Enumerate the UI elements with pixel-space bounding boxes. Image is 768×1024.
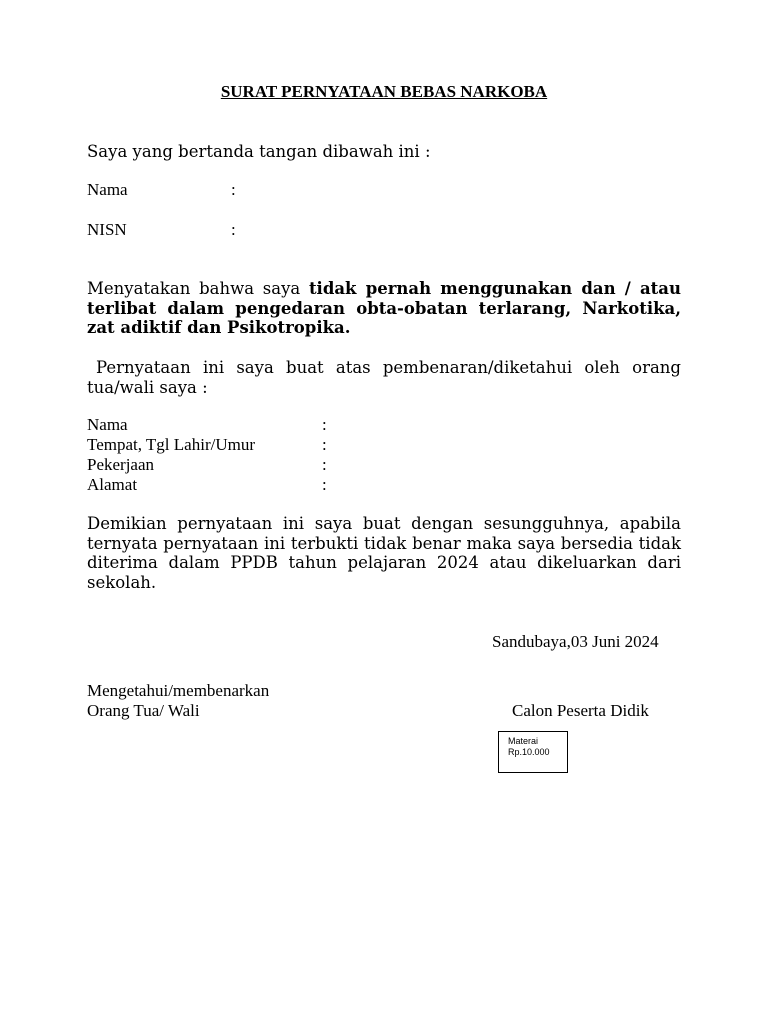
parent-field-job-label: Pekerjaan [87,455,155,474]
intro-text: Saya yang bertanda tangan dibawah ini : [87,142,431,161]
closing-paragraph: Demikian pernyataan ini saya buat dengan sesungguhnya, apabila ternyata pernyataan ini terbukti tidak benar maka saya bersedia tidak diterima dalam PPDB tahun pelajaran 2024 atau dikeluarkan dari sekolah. [87,514,681,592]
student-field-name-label: Nama [87,180,128,199]
right-sign-label: Calon Peserta Didik [512,701,649,720]
materai-label: Materai [508,736,539,746]
materai-stamp-box [498,731,568,773]
parent-field-address-label: Alamat [87,475,138,494]
parent-field-birth-label: Tempat, Tgl Lahir/Umur [87,435,255,454]
parent-field-job-colon: : [322,455,327,474]
parent-field-birth-colon: : [322,435,327,454]
parent-field-address-colon: : [322,475,327,494]
statement-lead: Menyatakan bahwa saya [87,279,309,298]
left-sign-line2: Orang Tua/ Wali [87,701,200,720]
materai-value: Rp.10.000 [508,747,550,757]
student-field-nisn-label: NISN [87,220,127,239]
document-title: SURAT PERNYATAAN BEBAS NARKOBA [220,82,548,101]
parent-intro-paragraph: Pernyataan ini saya buat atas pembenaran/diketahui oleh orang tua/wali saya : [87,358,681,397]
statement-bold: tidak pernah menggunakan dan / atau terlibat dalam pengedaran obta-obatan terlarang, Narkotika, zat adiktif dan Psikotropika. [87,279,681,337]
place-date: Sandubaya,03 Juni 2024 [492,632,659,651]
student-field-nisn-colon: : [231,220,236,239]
parent-field-name-colon: : [322,415,327,434]
parent-field-name-label: Nama [87,415,128,434]
statement-paragraph [87,279,681,338]
student-field-name-colon: : [231,180,236,199]
left-sign-line1: Mengetahui/membenarkan [87,681,270,700]
